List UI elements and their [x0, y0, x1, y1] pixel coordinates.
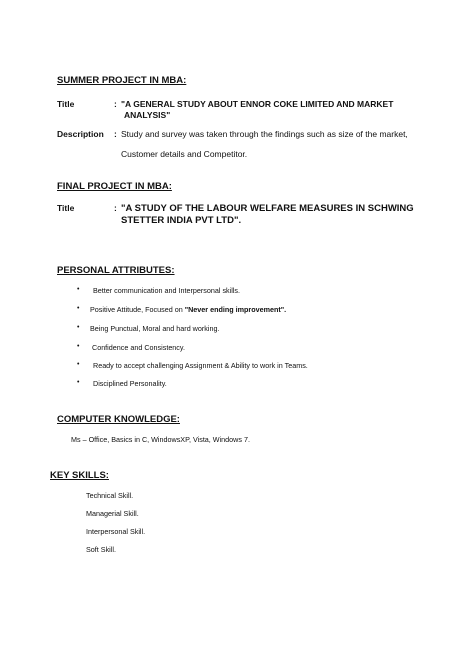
summer-description-separator: :: [114, 129, 117, 139]
computer-knowledge-heading: COMPUTER KNOWLEDGE:: [57, 414, 180, 425]
summer-description-line2: Customer details and Competitor.: [121, 149, 248, 159]
attribute-item-2: [90, 305, 286, 314]
attribute-bullet-2: •: [77, 305, 80, 312]
attribute-bullet-3: •: [77, 324, 80, 331]
attribute-item-3: Being Punctual, Moral and hard working.: [90, 324, 220, 333]
final-title-line1: "A STUDY OF THE LABOUR WELFARE MEASURES IN SCHWING: [121, 203, 414, 214]
summer-project-heading: SUMMER PROJECT IN MBA:: [57, 75, 187, 86]
summer-description-line1: Study and survey was taken through the findings such as size of the market,: [121, 129, 408, 139]
key-skill-item-1: Technical Skill.: [86, 491, 134, 500]
summer-title-label: Title: [57, 99, 75, 109]
summer-description-label: Description: [57, 129, 104, 139]
summer-title-line2: ANALYSIS": [124, 110, 171, 120]
attribute-bullet-1: •: [77, 286, 80, 293]
final-title-separator: :: [114, 203, 117, 213]
personal-attributes-heading: PERSONAL ATTRIBUTES:: [57, 265, 175, 276]
attribute-item-1: Better communication and Interpersonal skills.: [93, 286, 241, 295]
final-project-heading: FINAL PROJECT IN MBA:: [57, 181, 172, 192]
attribute-item-4: Confidence and Consistency.: [92, 343, 185, 352]
key-skills-heading: KEY SKILLS:: [50, 470, 109, 481]
key-skill-item-4: Soft Skill.: [86, 545, 116, 554]
summer-title-line1: "A GENERAL STUDY ABOUT ENNOR COKE LIMITED AND MARKET: [121, 99, 394, 109]
final-title-label: Title: [57, 203, 75, 213]
attribute-item-5: Ready to accept challenging Assignment & Ability to work in Teams.: [93, 361, 308, 370]
key-skill-item-3: Interpersonal Skill.: [86, 527, 146, 536]
attribute-bullet-6: •: [77, 379, 80, 386]
key-skill-item-2: Managerial Skill.: [86, 509, 139, 518]
attribute-item-2-text: Positive Attitude, Focused on: [90, 305, 185, 314]
attribute-item-6: Disciplined Personality.: [93, 379, 167, 388]
attribute-bullet-5: •: [77, 361, 80, 368]
attribute-bullet-4: •: [77, 343, 80, 350]
computer-knowledge-text: Ms – Office, Basics in C, WindowsXP, Vista, Windows 7.: [71, 435, 250, 444]
final-title-line2: STETTER INDIA PVT LTD".: [121, 215, 242, 226]
summer-title-separator: :: [114, 99, 117, 109]
attribute-item-2-emphasis: "Never ending improvement".: [184, 305, 287, 314]
